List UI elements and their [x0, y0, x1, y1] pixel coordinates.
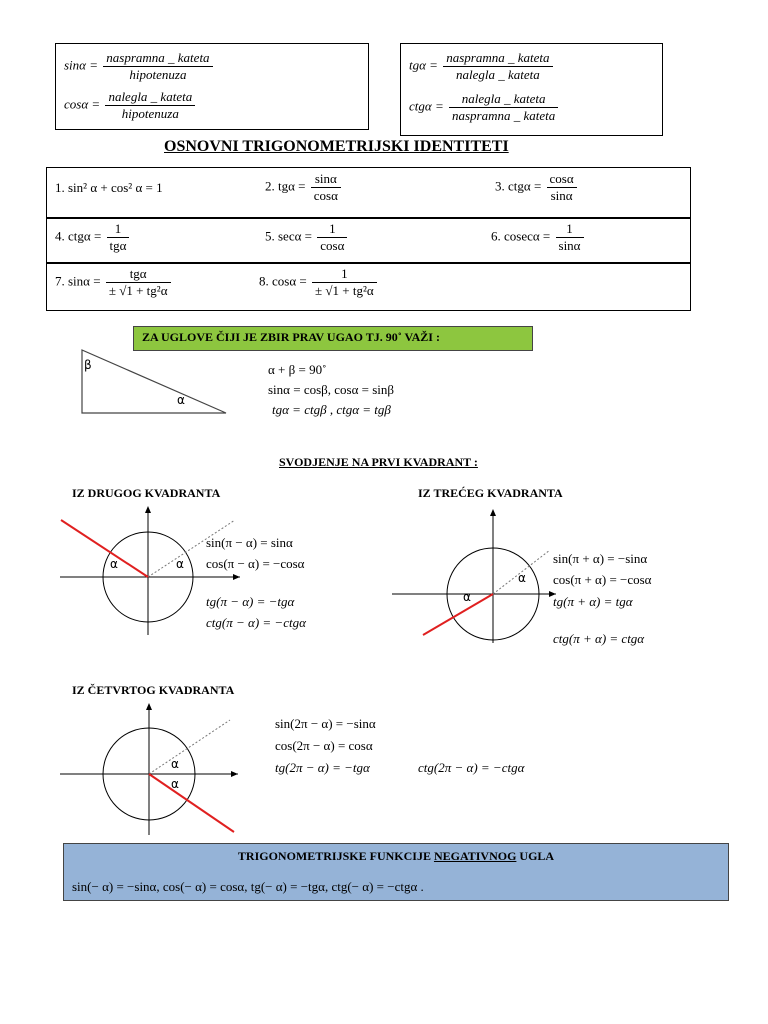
q2-alpha-left: α	[110, 557, 118, 571]
tg-definition: tgα = $\frac{\text{naspramna \_ kateta}}{\text{nalegla \_ kateta}}$	[409, 50, 555, 83]
identities-row-2	[46, 217, 691, 262]
identity-2: 2. tgα = $\frac{\sin\alpha}{\cos\alpha}$	[265, 171, 343, 204]
q2-cos: cos(π − α) = −cosα	[206, 556, 305, 571]
cos-definition: cosα = $\frac{\text{nalegla \_ kateta}}{\text{hipotenuza}}$	[64, 89, 197, 122]
identity-7: 7. sinα = $\frac{\text{tgα}}{\text{± √1 + tg²α}}$	[55, 266, 173, 299]
complementary-sum: α + β = 90˚	[268, 362, 327, 377]
negative-angle-formulas: sin(− α) = −sinα, cos(− α) = cosα, tg(− α) = −tgα, ctg(− α) = −ctgα .	[72, 879, 424, 894]
q2-tg: tg(π − α) = −tgα	[206, 594, 295, 609]
complementary-banner: ZA UGLOVE ČIJI JE ZBIR PRAV UGAO TJ. 90˚ VAŽI :	[133, 326, 533, 351]
complementary-sin-cos: sinα = cosβ, cosα = sinβ	[268, 382, 395, 397]
q4-tg: tg(2π − α) = −tgα	[275, 760, 370, 775]
sin-definition: sinα = $\frac{\text{naspramna \_ kateta}}{\text{hipotenuza}}$	[64, 50, 215, 83]
q4-alpha-bottom: α	[171, 777, 179, 791]
identity-1: 1. sin² α + cos² α = 1	[55, 180, 163, 195]
q2-ctg: ctg(π − α) = −ctgα	[206, 615, 306, 630]
q3-cos: cos(π + α) = −cosα	[553, 572, 652, 587]
q3-ctg: ctg(π + α) = ctgα	[553, 631, 645, 646]
q3-unit-circle-diagram	[390, 505, 560, 645]
q2-sin: sin(π − α) = sinα	[206, 535, 293, 550]
q3-tg: tg(π + α) = tgα	[553, 594, 633, 609]
reduction-title: SVODJENJE NA PRVI KVADRANT :	[279, 455, 478, 469]
q3-sin: sin(π + α) = −sinα	[553, 551, 648, 566]
complementary-tg-ctg: tgα = ctgβ , ctgα = tgβ	[272, 402, 391, 417]
ctg-definition: ctgα = $\frac{\text{nalegla \_ kateta}}{\text{naspramna \_ kateta}}$	[409, 91, 560, 124]
q4-cos: cos(2π − α) = cosα	[275, 738, 373, 753]
negative-angle-heading: TRIGONOMETRIJSKE FUNKCIJE NEGATIVNOG UGLA	[237, 849, 555, 863]
q3-alpha-left: α	[463, 590, 471, 604]
identities-title: OSNOVNI TRIGONOMETRIJSKI IDENTITETI	[164, 138, 509, 155]
negative-angle-box	[63, 843, 729, 901]
q2-heading: IZ DRUGOG KVADRANTA	[72, 486, 221, 500]
identity-5: 5. secα = $\frac{1}{\cos\alpha}$	[265, 221, 349, 254]
identity-8: 8. cosα = $\frac{1}{\text{± √1 + tg²α}}$	[259, 266, 379, 299]
q2-alpha-right: α	[176, 557, 184, 571]
right-triangle-diagram	[78, 345, 233, 420]
identity-3: 3. ctgα = $\frac{\cos\alpha}{\sin\alpha}$	[495, 171, 579, 204]
q4-alpha-top: α	[171, 757, 179, 771]
q4-ctg: ctg(2π − α) = −ctgα	[418, 760, 525, 775]
identity-4: 4. ctgα = $\frac{1}{\text{tgα}}$	[55, 221, 131, 254]
q4-unit-circle-diagram	[58, 700, 243, 840]
beta-label: β	[84, 358, 92, 372]
identities-row-1	[46, 167, 691, 217]
alpha-label: α	[177, 393, 185, 407]
q3-alpha-right: α	[518, 571, 526, 585]
identity-6: 6. cosecα = $\frac{1}{\sin\alpha}$	[491, 221, 586, 254]
q3-heading: IZ TREĆEG KVADRANTA	[418, 486, 563, 500]
identities-row-3	[46, 262, 691, 311]
definitions-box-right	[400, 43, 663, 136]
q4-heading: IZ ČETVRTOG KVADRANTA	[72, 683, 235, 697]
definitions-box-left	[55, 43, 369, 130]
q4-sin: sin(2π − α) = −sinα	[275, 716, 376, 731]
